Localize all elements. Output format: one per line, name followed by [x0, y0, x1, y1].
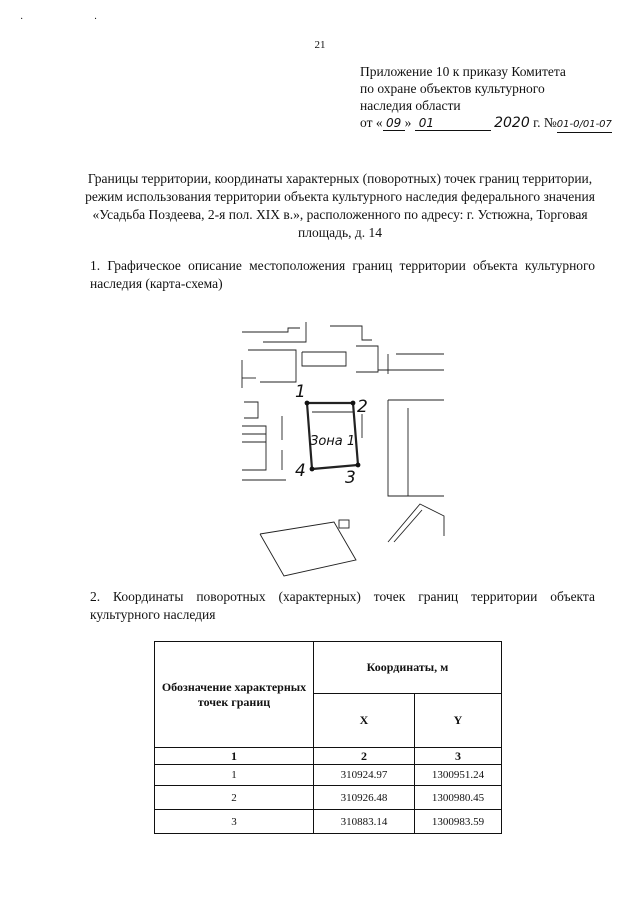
boundary-point-2: [351, 401, 356, 406]
cell-x: 310926.48: [314, 786, 415, 810]
order-number: 01-0/01-07: [557, 118, 612, 133]
column-number: 3: [415, 748, 502, 765]
date-prefix: от «: [360, 115, 383, 130]
header-coordinates: Координаты, м: [314, 642, 502, 694]
date-mid: »: [404, 115, 412, 130]
appendix-date-line: [360, 114, 630, 133]
boundary-point-4: [310, 467, 315, 472]
point-label-4: 4: [295, 461, 306, 481]
map-building-outline: [242, 328, 300, 332]
cell-x: 310924.97: [314, 765, 415, 786]
header-y: Y: [415, 694, 502, 748]
cell-y: 1300980.45: [415, 786, 502, 810]
map-scheme: [238, 320, 448, 585]
map-building-outline: [388, 504, 444, 542]
table-header-row: [155, 642, 502, 694]
map-building-outline: [244, 402, 258, 418]
appendix-line-2: по охране объектов культурного: [360, 81, 545, 96]
cell-y: 1300983.59: [415, 810, 502, 834]
date-year: 2020: [494, 115, 530, 131]
cell-x: 310883.14: [314, 810, 415, 834]
map-building-outline: [388, 400, 444, 496]
boundary-point-3: [356, 463, 361, 468]
section-2-heading: 2. Координаты поворотных (характерных) точек границ территории объекта культурного наследия: [90, 589, 595, 622]
table-row: [155, 786, 502, 810]
date-day: 09: [383, 116, 405, 131]
map-building-outline: [330, 326, 372, 340]
appendix-line-1: Приложение 10 к приказу Комитета: [360, 64, 566, 79]
date-month: 01: [415, 116, 491, 131]
header-x: X: [314, 694, 415, 748]
page-number: 21: [314, 39, 326, 51]
coordinates-table: [154, 641, 502, 834]
scan-specks: · ·: [20, 14, 132, 25]
cell-y: 1300951.24: [415, 765, 502, 786]
map-building-outline: [242, 426, 266, 470]
appendix-header: [360, 63, 630, 133]
map-building-outline: [248, 350, 296, 382]
point-label-1: 1: [295, 382, 306, 402]
date-year-suffix: г. №: [533, 115, 557, 130]
column-number: 2: [314, 748, 415, 765]
map-small-structure: [339, 520, 349, 528]
point-label-2: 2: [357, 397, 368, 417]
map-building-outline: [356, 346, 378, 372]
cell-point: 2: [155, 786, 314, 810]
table-row: [155, 765, 502, 786]
map-road-line: [394, 510, 422, 542]
appendix-line-3: наследия области: [360, 98, 461, 113]
header-designation: Обозначение характерных точек границ: [155, 642, 314, 748]
map-building-outline: [302, 352, 346, 366]
table-row: [155, 810, 502, 834]
point-label-3: 3: [345, 468, 356, 488]
section-1-heading: 1. Графическое описание местоположения границ территории объекта культурного наследия (карта-схема): [90, 258, 595, 291]
cell-point: 1: [155, 765, 314, 786]
cell-point: 3: [155, 810, 314, 834]
table-column-numbers: [155, 748, 502, 765]
map-building-outline: [260, 522, 356, 576]
zone-label: Зона 1: [310, 434, 356, 449]
column-number: 1: [155, 748, 314, 765]
document-title: Границы территории, координаты характерных (поворотных) точек границ территории, режим использования территории объекта культурного наследия федерального значения «Усадьба Поздеева, 2-я пол. XIX в.», расположенного по адресу: г. Устюжна, Торговая площадь, д. 14: [85, 171, 595, 240]
